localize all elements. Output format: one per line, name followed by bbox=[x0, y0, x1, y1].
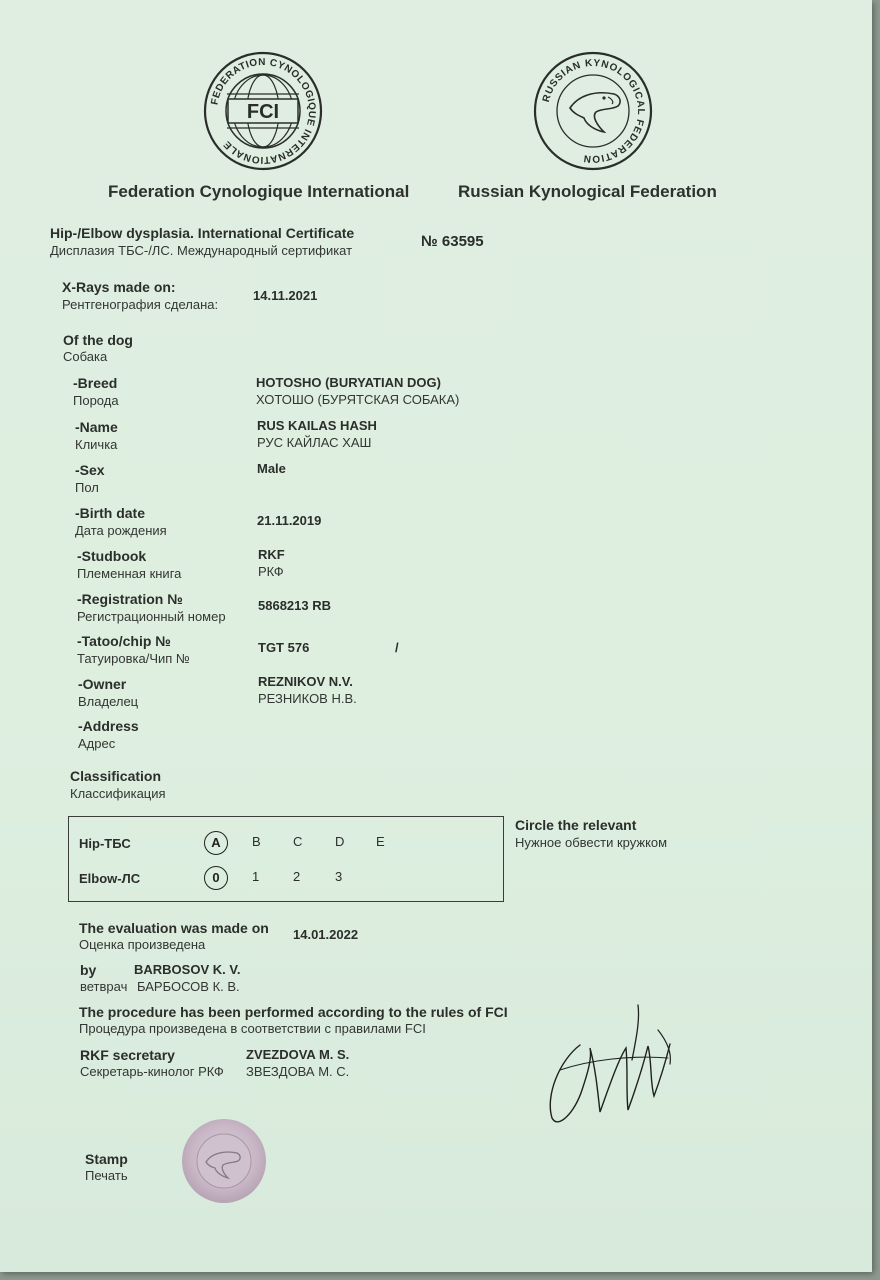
procedure-text-ru: Процедура произведена в соответствии с правилами FCI bbox=[79, 1021, 426, 1036]
registration-value: 5868213 RB bbox=[258, 598, 331, 613]
breed-value-ru: ХОТОШО (БУРЯТСКАЯ СОБАКА) bbox=[256, 392, 460, 407]
studbook-value-en: RKF bbox=[258, 547, 285, 562]
elbow-grade: 2 bbox=[293, 869, 301, 884]
hip-grade-selected: A bbox=[204, 831, 228, 855]
studbook-label-ru: Племенная книга bbox=[77, 566, 182, 581]
sex-label-en: -Sex bbox=[75, 462, 105, 478]
classification-label-en: Classification bbox=[70, 768, 162, 784]
address-label-ru: Адрес bbox=[78, 736, 116, 751]
stamp-label-en: Stamp bbox=[85, 1151, 128, 1167]
owner-label-ru: Владелец bbox=[78, 694, 139, 709]
evaluation-label-ru: Оценка произведена bbox=[79, 937, 206, 952]
address-label-en: -Address bbox=[78, 718, 139, 734]
svg-text:FEDERATION CYNOLOGIQUE INTERNA: FEDERATION CYNOLOGIQUE INTERNATIONALE bbox=[209, 56, 318, 166]
owner-label-en: -Owner bbox=[78, 676, 127, 692]
tattoo-label-en: -Tatoo/chip № bbox=[77, 633, 171, 649]
studbook-label-en: -Studbook bbox=[77, 548, 147, 564]
breed-label-ru: Порода bbox=[73, 393, 119, 408]
secretary-label-en: RKF secretary bbox=[80, 1047, 175, 1063]
signature bbox=[540, 1000, 690, 1130]
circle-note-en: Circle the relevant bbox=[515, 817, 637, 833]
elbow-label: Elbow-ЛС bbox=[79, 871, 141, 886]
certificate-title-ru: Дисплазия ТБС-/ЛС. Международный сертификат bbox=[50, 243, 353, 258]
evaluation-label-en: The evaluation was made on bbox=[79, 920, 269, 936]
certificate-number: № 63595 bbox=[421, 233, 484, 250]
name-value-ru: РУС КАЙЛАС ХАШ bbox=[257, 435, 372, 450]
circle-note-ru: Нужное обвести кружком bbox=[515, 835, 668, 850]
elbow-grade-selected: 0 bbox=[204, 866, 228, 890]
dog-section-en: Of the dog bbox=[63, 332, 133, 348]
dog-section-ru: Собака bbox=[63, 349, 108, 364]
fci-org-name: Federation Cynologique International bbox=[108, 182, 410, 201]
classification-label-ru: Классификация bbox=[70, 786, 166, 801]
hip-grade: E bbox=[376, 834, 385, 849]
vet-name-en: BARBOSOV K. V. bbox=[134, 962, 241, 977]
name-value-en: RUS KAILAS HASH bbox=[257, 418, 377, 433]
stamp-seal bbox=[181, 1118, 267, 1204]
studbook-value-ru: РКФ bbox=[258, 564, 284, 579]
sex-label-ru: Пол bbox=[75, 480, 99, 495]
procedure-text-en: The procedure has been performed according to the rules of FCI bbox=[79, 1004, 508, 1020]
owner-value-ru: РЕЗНИКОВ Н.В. bbox=[258, 691, 357, 706]
secretary-name-ru: ЗВЕЗДОВА М. С. bbox=[246, 1064, 350, 1079]
secretary-label-ru: Секретарь-кинолог РКФ bbox=[80, 1064, 224, 1079]
elbow-grade: 3 bbox=[335, 869, 343, 884]
rkf-org-name: Russian Kynological Federation bbox=[458, 182, 717, 201]
name-label-ru: Кличка bbox=[75, 437, 118, 452]
birth-label-ru: Дата рождения bbox=[75, 523, 167, 538]
xray-date: 14.11.2021 bbox=[253, 288, 318, 303]
by-label-en: by bbox=[80, 962, 97, 978]
xray-label-ru: Рентгенография сделана: bbox=[62, 297, 219, 312]
hip-grade: D bbox=[335, 834, 345, 849]
birth-value: 21.11.2019 bbox=[257, 513, 322, 528]
birth-label-en: -Birth date bbox=[75, 505, 145, 521]
stamp-label-ru: Печать bbox=[85, 1168, 128, 1183]
hip-grade: B bbox=[252, 834, 261, 849]
fci-seal-logo bbox=[202, 50, 324, 172]
breed-value-en: HOTOSHO (BURYATIAN DOG) bbox=[256, 375, 441, 390]
vet-name-ru: БАРБОСОВ К. В. bbox=[137, 979, 240, 994]
elbow-grade: 1 bbox=[252, 869, 260, 884]
classification-box bbox=[68, 816, 504, 902]
tattoo-label-ru: Татуировка/Чип № bbox=[77, 651, 190, 666]
evaluation-date: 14.01.2022 bbox=[293, 927, 359, 942]
hip-grade: C bbox=[293, 834, 303, 849]
tattoo-chip-separator: / bbox=[395, 640, 399, 655]
name-label-en: -Name bbox=[75, 419, 118, 435]
secretary-name-en: ZVEZDOVA M. S. bbox=[246, 1047, 350, 1062]
xray-label-en: X-Rays made on: bbox=[62, 279, 176, 295]
breed-label-en: -Breed bbox=[73, 375, 118, 391]
owner-value-en: REZNIKOV N.V. bbox=[258, 674, 353, 689]
rkf-seal-logo bbox=[532, 50, 654, 172]
sex-value: Male bbox=[257, 461, 286, 476]
fci-seal-center-text: FCI bbox=[246, 101, 280, 123]
registration-label-en: -Registration № bbox=[77, 591, 183, 607]
hip-label: Hip-ТБС bbox=[79, 836, 131, 851]
certificate-title-en: Hip-/Elbow dysplasia. International Certificate bbox=[50, 225, 355, 241]
by-label-ru: ветврач bbox=[80, 979, 128, 994]
tattoo-value: TGT 576 bbox=[258, 640, 310, 655]
svg-text:RUSSIAN KYNOLOGICAL FEDERATION: RUSSIAN KYNOLOGICAL FEDERATION bbox=[540, 57, 647, 165]
registration-label-ru: Регистрационный номер bbox=[77, 609, 226, 624]
